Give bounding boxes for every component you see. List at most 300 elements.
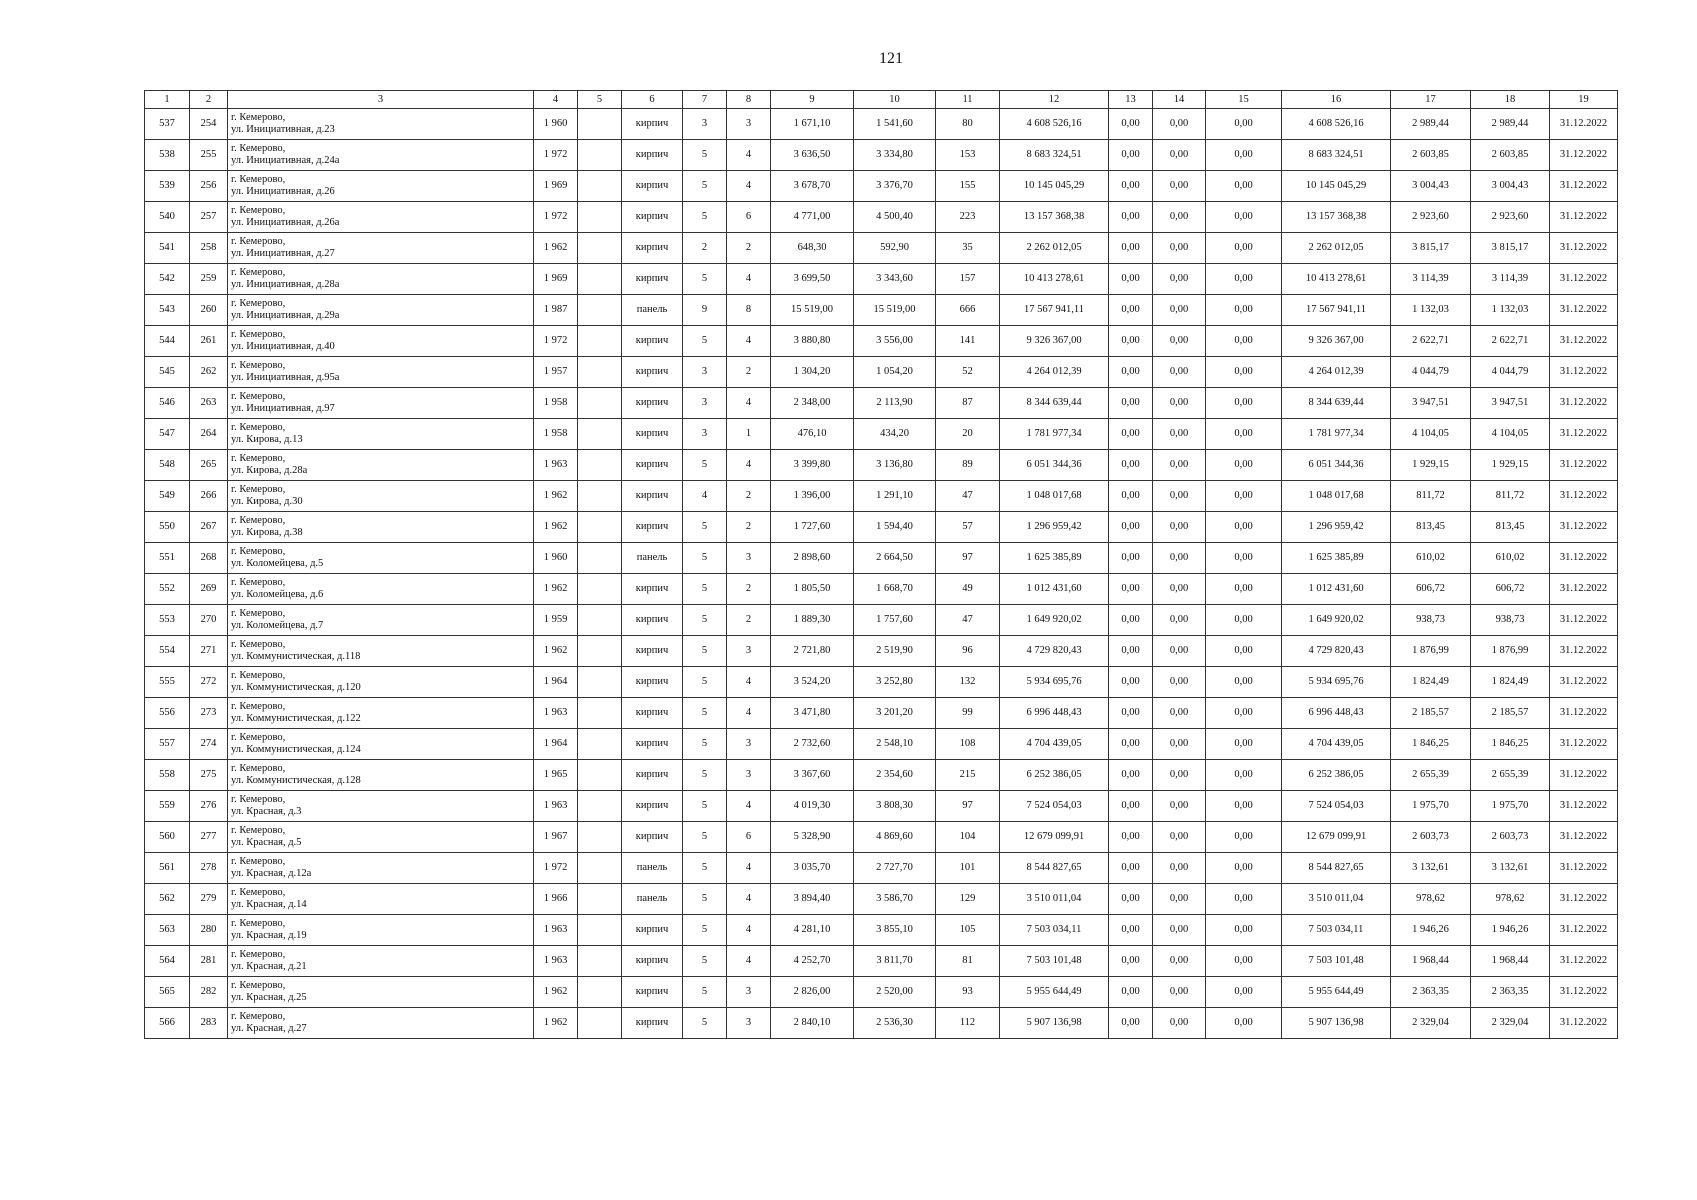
table-cell: 266: [190, 481, 228, 512]
table-cell: 1 594,40: [854, 512, 936, 543]
table-cell: 552: [145, 574, 190, 605]
table-cell: 813,45: [1471, 512, 1550, 543]
table-cell: 2: [727, 233, 771, 264]
table-cell: 283: [190, 1008, 228, 1039]
table-cell: 31.12.2022: [1550, 946, 1618, 977]
table-cell: 47: [936, 481, 1000, 512]
address-cell: [228, 605, 534, 636]
table-cell: 0,00: [1153, 667, 1206, 698]
table-cell: 3 471,80: [771, 698, 854, 729]
table-cell: [578, 109, 622, 140]
address-street: ул. Кирова, д.30: [231, 496, 303, 507]
address-cell: [228, 853, 534, 884]
table-cell: 215: [936, 760, 1000, 791]
address-cell: [228, 295, 534, 326]
table-cell: 3 815,17: [1391, 233, 1471, 264]
table-cell: 0,00: [1206, 760, 1282, 791]
table-cell: 5: [683, 202, 727, 233]
table-cell: 31.12.2022: [1550, 1008, 1618, 1039]
address-cell: [228, 977, 534, 1008]
table-cell: 31.12.2022: [1550, 512, 1618, 543]
table-cell: [578, 233, 622, 264]
table-cell: 4: [727, 388, 771, 419]
table-cell: 0,00: [1109, 729, 1153, 760]
table-cell: 0,00: [1153, 977, 1206, 1008]
table-cell: 31.12.2022: [1550, 822, 1618, 853]
table-cell: 223: [936, 202, 1000, 233]
table-cell: 264: [190, 419, 228, 450]
table-cell: 0,00: [1109, 698, 1153, 729]
table-cell: 31.12.2022: [1550, 109, 1618, 140]
table-cell: 3 510 011,04: [1282, 884, 1391, 915]
table-cell: 554: [145, 636, 190, 667]
table-cell: кирпич: [622, 450, 683, 481]
table-cell: 606,72: [1391, 574, 1471, 605]
table-cell: 5: [683, 698, 727, 729]
table-cell: 3: [683, 388, 727, 419]
address-street: ул. Инициативная, д.27: [231, 248, 335, 259]
table-cell: кирпич: [622, 357, 683, 388]
table-cell: 3 808,30: [854, 791, 936, 822]
table-cell: 3 894,40: [771, 884, 854, 915]
table-cell: 3 114,39: [1391, 264, 1471, 295]
table-cell: 4: [727, 915, 771, 946]
table-cell: 10 145 045,29: [1000, 171, 1109, 202]
table-cell: 1 962: [534, 1008, 578, 1039]
table-cell: 31.12.2022: [1550, 419, 1618, 450]
table-cell: 0,00: [1206, 326, 1282, 357]
table-cell: 1 962: [534, 636, 578, 667]
table-cell: 0,00: [1206, 450, 1282, 481]
table-cell: 5: [683, 791, 727, 822]
address-street: ул. Коммунистическая, д.118: [231, 651, 361, 662]
table-cell: 1 541,60: [854, 109, 936, 140]
address-cell: [228, 388, 534, 419]
table-cell: 543: [145, 295, 190, 326]
address-street: ул. Инициативная, д.23: [231, 124, 335, 135]
table-cell: 539: [145, 171, 190, 202]
table-cell: 0,00: [1153, 140, 1206, 171]
table-cell: 1 291,10: [854, 481, 936, 512]
table-cell: [578, 357, 622, 388]
table-cell: 274: [190, 729, 228, 760]
address-city: г. Кемерово,: [231, 329, 286, 340]
table-cell: 157: [936, 264, 1000, 295]
table-cell: 4: [727, 698, 771, 729]
table-cell: 1 757,60: [854, 605, 936, 636]
table-cell: [578, 636, 622, 667]
table-cell: 5: [683, 326, 727, 357]
table-cell: 3 136,80: [854, 450, 936, 481]
address-street: ул. Инициативная, д.40: [231, 341, 335, 352]
column-header: 11: [936, 91, 1000, 109]
table-cell: 0,00: [1206, 822, 1282, 853]
table-cell: 7 524 054,03: [1282, 791, 1391, 822]
table-cell: кирпич: [622, 264, 683, 295]
address-cell: [228, 512, 534, 543]
table-cell: 6 051 344,36: [1282, 450, 1391, 481]
table-cell: кирпич: [622, 946, 683, 977]
table-cell: 0,00: [1153, 574, 1206, 605]
table-cell: 12 679 099,91: [1000, 822, 1109, 853]
table-cell: 564: [145, 946, 190, 977]
table-cell: 153: [936, 140, 1000, 171]
table-cell: кирпич: [622, 915, 683, 946]
table-cell: 648,30: [771, 233, 854, 264]
address-street: ул. Инициативная, д.26: [231, 186, 335, 197]
table-cell: 1 012 431,60: [1282, 574, 1391, 605]
table-cell: 0,00: [1206, 574, 1282, 605]
address-cell: [228, 357, 534, 388]
table-cell: 555: [145, 667, 190, 698]
table-cell: 20: [936, 419, 1000, 450]
address-cell: [228, 574, 534, 605]
address-city: г. Кемерово,: [231, 918, 286, 929]
table-cell: 1 846,25: [1391, 729, 1471, 760]
table-cell: 7 503 101,48: [1282, 946, 1391, 977]
table-row: [145, 388, 1618, 419]
table-cell: 2 262 012,05: [1000, 233, 1109, 264]
table-cell: 4 104,05: [1471, 419, 1550, 450]
table-cell: 0,00: [1206, 171, 1282, 202]
address-street: ул. Красная, д.12а: [231, 868, 312, 879]
table-cell: 0,00: [1109, 233, 1153, 264]
table-cell: [578, 605, 622, 636]
table-cell: 1 958: [534, 419, 578, 450]
table-cell: 1 966: [534, 884, 578, 915]
table-cell: 259: [190, 264, 228, 295]
table-cell: 10 145 045,29: [1282, 171, 1391, 202]
table-cell: 606,72: [1471, 574, 1550, 605]
table-cell: 0,00: [1153, 884, 1206, 915]
table-cell: 1 987: [534, 295, 578, 326]
table-cell: 1 304,20: [771, 357, 854, 388]
column-header: 8: [727, 91, 771, 109]
table-cell: 0,00: [1206, 884, 1282, 915]
table-cell: 263: [190, 388, 228, 419]
table-cell: 4 771,00: [771, 202, 854, 233]
table-cell: 81: [936, 946, 1000, 977]
table-cell: [578, 1008, 622, 1039]
table-cell: 811,72: [1471, 481, 1550, 512]
table-cell: 257: [190, 202, 228, 233]
table-cell: 2 826,00: [771, 977, 854, 1008]
table-cell: 2 603,85: [1391, 140, 1471, 171]
table-cell: 31.12.2022: [1550, 233, 1618, 264]
table-cell: 1 889,30: [771, 605, 854, 636]
table-row: [145, 450, 1618, 481]
table-cell: 0,00: [1153, 822, 1206, 853]
address-street: ул. Красная, д.3: [231, 806, 302, 817]
table-cell: 99: [936, 698, 1000, 729]
table-cell: 0,00: [1109, 481, 1153, 512]
table-cell: 5: [683, 171, 727, 202]
table-cell: 0,00: [1153, 729, 1206, 760]
table-cell: кирпич: [622, 512, 683, 543]
address-city: г. Кемерово,: [231, 701, 286, 712]
address-cell: [228, 822, 534, 853]
table-cell: 1 824,49: [1471, 667, 1550, 698]
table-cell: 0,00: [1109, 1008, 1153, 1039]
table-cell: кирпич: [622, 326, 683, 357]
table-cell: 3 132,61: [1471, 853, 1550, 884]
table-cell: 3: [683, 419, 727, 450]
table-cell: 10 413 278,61: [1282, 264, 1391, 295]
table-cell: 5 328,90: [771, 822, 854, 853]
table-cell: 7 503 101,48: [1000, 946, 1109, 977]
table-cell: 31.12.2022: [1550, 791, 1618, 822]
address-street: ул. Коломейцева, д.7: [231, 620, 324, 631]
table-cell: 3: [727, 109, 771, 140]
table-cell: 4 264 012,39: [1282, 357, 1391, 388]
table-cell: 3 510 011,04: [1000, 884, 1109, 915]
table-cell: 4 044,79: [1391, 357, 1471, 388]
table-cell: 2 520,00: [854, 977, 936, 1008]
register-table: [144, 90, 1618, 1039]
column-header: 9: [771, 91, 854, 109]
table-cell: 2: [727, 481, 771, 512]
table-cell: 2 603,85: [1471, 140, 1550, 171]
table-cell: 1 396,00: [771, 481, 854, 512]
table-row: [145, 636, 1618, 667]
table-cell: 31.12.2022: [1550, 264, 1618, 295]
address-street: ул. Красная, д.19: [231, 930, 307, 941]
table-cell: 0,00: [1109, 140, 1153, 171]
table-cell: 275: [190, 760, 228, 791]
table-cell: 4 044,79: [1471, 357, 1550, 388]
table-cell: 0,00: [1153, 853, 1206, 884]
table-cell: 2 185,57: [1391, 698, 1471, 729]
table-cell: 0,00: [1206, 140, 1282, 171]
table-cell: кирпич: [622, 822, 683, 853]
table-cell: 0,00: [1153, 543, 1206, 574]
table-cell: 2: [727, 605, 771, 636]
table-cell: 4 729 820,43: [1000, 636, 1109, 667]
table-cell: 546: [145, 388, 190, 419]
table-cell: 4 500,40: [854, 202, 936, 233]
table-cell: кирпич: [622, 605, 683, 636]
table-cell: 4 252,70: [771, 946, 854, 977]
table-cell: 31.12.2022: [1550, 853, 1618, 884]
table-cell: 256: [190, 171, 228, 202]
table-cell: 610,02: [1391, 543, 1471, 574]
table-cell: [578, 574, 622, 605]
column-header: 12: [1000, 91, 1109, 109]
table-cell: 550: [145, 512, 190, 543]
table-cell: 1 962: [534, 512, 578, 543]
table-cell: 4 264 012,39: [1000, 357, 1109, 388]
table-cell: 276: [190, 791, 228, 822]
address-street: ул. Коммунистическая, д.120: [231, 682, 361, 693]
table-cell: 540: [145, 202, 190, 233]
table-cell: 2 262 012,05: [1282, 233, 1391, 264]
address-cell: [228, 419, 534, 450]
table-cell: 2 989,44: [1471, 109, 1550, 140]
table-cell: 0,00: [1153, 636, 1206, 667]
table-cell: 0,00: [1109, 791, 1153, 822]
table-cell: 560: [145, 822, 190, 853]
table-cell: 1 968,44: [1471, 946, 1550, 977]
table-cell: 4 104,05: [1391, 419, 1471, 450]
table-row: [145, 977, 1618, 1008]
table-cell: 277: [190, 822, 228, 853]
table-cell: 2 622,71: [1471, 326, 1550, 357]
table-cell: 17 567 941,11: [1000, 295, 1109, 326]
address-city: г. Кемерово,: [231, 267, 286, 278]
address-city: г. Кемерово,: [231, 887, 286, 898]
table-cell: кирпич: [622, 109, 683, 140]
table-cell: 4 608 526,16: [1000, 109, 1109, 140]
address-city: г. Кемерово,: [231, 174, 286, 185]
table-cell: 3 035,70: [771, 853, 854, 884]
table-cell: 105: [936, 915, 1000, 946]
table-cell: [578, 140, 622, 171]
table-row: [145, 884, 1618, 915]
table-cell: 1 967: [534, 822, 578, 853]
table-cell: 31.12.2022: [1550, 977, 1618, 1008]
table-cell: 0,00: [1153, 698, 1206, 729]
table-cell: 3 815,17: [1471, 233, 1550, 264]
table-cell: 0,00: [1109, 915, 1153, 946]
table-cell: 978,62: [1391, 884, 1471, 915]
table-cell: 6 996 448,43: [1282, 698, 1391, 729]
table-cell: 268: [190, 543, 228, 574]
table-cell: кирпич: [622, 791, 683, 822]
column-header: 18: [1471, 91, 1550, 109]
table-cell: 31.12.2022: [1550, 326, 1618, 357]
address-city: г. Кемерово,: [231, 143, 286, 154]
table-cell: 57: [936, 512, 1000, 543]
address-city: г. Кемерово,: [231, 298, 286, 309]
table-cell: 0,00: [1153, 233, 1206, 264]
table-cell: [578, 884, 622, 915]
column-header: 13: [1109, 91, 1153, 109]
table-cell: 3 811,70: [854, 946, 936, 977]
table-cell: 0,00: [1153, 295, 1206, 326]
table-cell: 2 923,60: [1391, 202, 1471, 233]
table-cell: [578, 977, 622, 1008]
table-cell: 1 963: [534, 946, 578, 977]
table-cell: 2 329,04: [1391, 1008, 1471, 1039]
table-cell: 3: [727, 1008, 771, 1039]
table-cell: 1 048 017,68: [1282, 481, 1391, 512]
table-cell: 4 608 526,16: [1282, 109, 1391, 140]
table-cell: 0,00: [1109, 295, 1153, 326]
table-cell: 0,00: [1153, 1008, 1206, 1039]
table-cell: [578, 698, 622, 729]
table-cell: кирпич: [622, 171, 683, 202]
table-cell: панель: [622, 295, 683, 326]
table-cell: 273: [190, 698, 228, 729]
table-cell: 0,00: [1153, 791, 1206, 822]
table-cell: 89: [936, 450, 1000, 481]
address-city: г. Кемерово,: [231, 112, 286, 123]
column-header: 16: [1282, 91, 1391, 109]
address-street: ул. Коломейцева, д.6: [231, 589, 324, 600]
address-cell: [228, 326, 534, 357]
table-cell: 5: [683, 915, 727, 946]
table-cell: 8 683 324,51: [1282, 140, 1391, 171]
table-cell: 0,00: [1206, 295, 1282, 326]
address-city: г. Кемерово,: [231, 639, 286, 650]
table-cell: 2 664,50: [854, 543, 936, 574]
table-cell: 3 855,10: [854, 915, 936, 946]
table-cell: 260: [190, 295, 228, 326]
table-cell: 2 732,60: [771, 729, 854, 760]
table-cell: 1 781 977,34: [1000, 419, 1109, 450]
table-cell: 0,00: [1109, 419, 1153, 450]
address-cell: [228, 667, 534, 698]
table-cell: 562: [145, 884, 190, 915]
table-cell: 811,72: [1391, 481, 1471, 512]
table-cell: 0,00: [1153, 388, 1206, 419]
table-cell: 3: [727, 543, 771, 574]
table-cell: [578, 481, 622, 512]
column-header: 7: [683, 91, 727, 109]
table-cell: 3 586,70: [854, 884, 936, 915]
table-cell: 0,00: [1206, 915, 1282, 946]
table-row: [145, 853, 1618, 884]
table-cell: [578, 202, 622, 233]
table-cell: [578, 760, 622, 791]
table-cell: 155: [936, 171, 1000, 202]
table-cell: 3: [727, 760, 771, 791]
table-cell: 0,00: [1109, 357, 1153, 388]
table-cell: 0,00: [1109, 512, 1153, 543]
table-cell: 87: [936, 388, 1000, 419]
table-body: [145, 109, 1618, 1039]
table-cell: 31.12.2022: [1550, 574, 1618, 605]
table-cell: 7 503 034,11: [1000, 915, 1109, 946]
address-street: ул. Красная, д.5: [231, 837, 302, 848]
table-row: [145, 233, 1618, 264]
table-cell: 0,00: [1206, 791, 1282, 822]
table-cell: 3 947,51: [1391, 388, 1471, 419]
table-row: [145, 822, 1618, 853]
table-cell: [578, 543, 622, 574]
table-cell: 1 962: [534, 574, 578, 605]
table-cell: 1 963: [534, 450, 578, 481]
table-cell: 47: [936, 605, 1000, 636]
table-cell: 4 281,10: [771, 915, 854, 946]
table-cell: кирпич: [622, 698, 683, 729]
table-cell: 9 326 367,00: [1000, 326, 1109, 357]
table-cell: 4: [727, 853, 771, 884]
table-cell: 278: [190, 853, 228, 884]
table-cell: 112: [936, 1008, 1000, 1039]
table-cell: 549: [145, 481, 190, 512]
table-cell: 15 519,00: [854, 295, 936, 326]
address-cell: [228, 884, 534, 915]
table-cell: 0,00: [1153, 419, 1206, 450]
table-cell: 1 132,03: [1391, 295, 1471, 326]
column-header: 5: [578, 91, 622, 109]
table-cell: 31.12.2022: [1550, 140, 1618, 171]
table-cell: 1 727,60: [771, 512, 854, 543]
table-cell: 101: [936, 853, 1000, 884]
table-cell: 0,00: [1109, 388, 1153, 419]
address-cell: [228, 481, 534, 512]
table-cell: 4: [727, 884, 771, 915]
table-cell: 5: [683, 667, 727, 698]
table-cell: 1 296 959,42: [1282, 512, 1391, 543]
table-cell: 2: [727, 357, 771, 388]
table-cell: 262: [190, 357, 228, 388]
table-cell: 0,00: [1153, 760, 1206, 791]
column-header: 14: [1153, 91, 1206, 109]
table-cell: 5: [683, 574, 727, 605]
table-cell: 1 963: [534, 698, 578, 729]
